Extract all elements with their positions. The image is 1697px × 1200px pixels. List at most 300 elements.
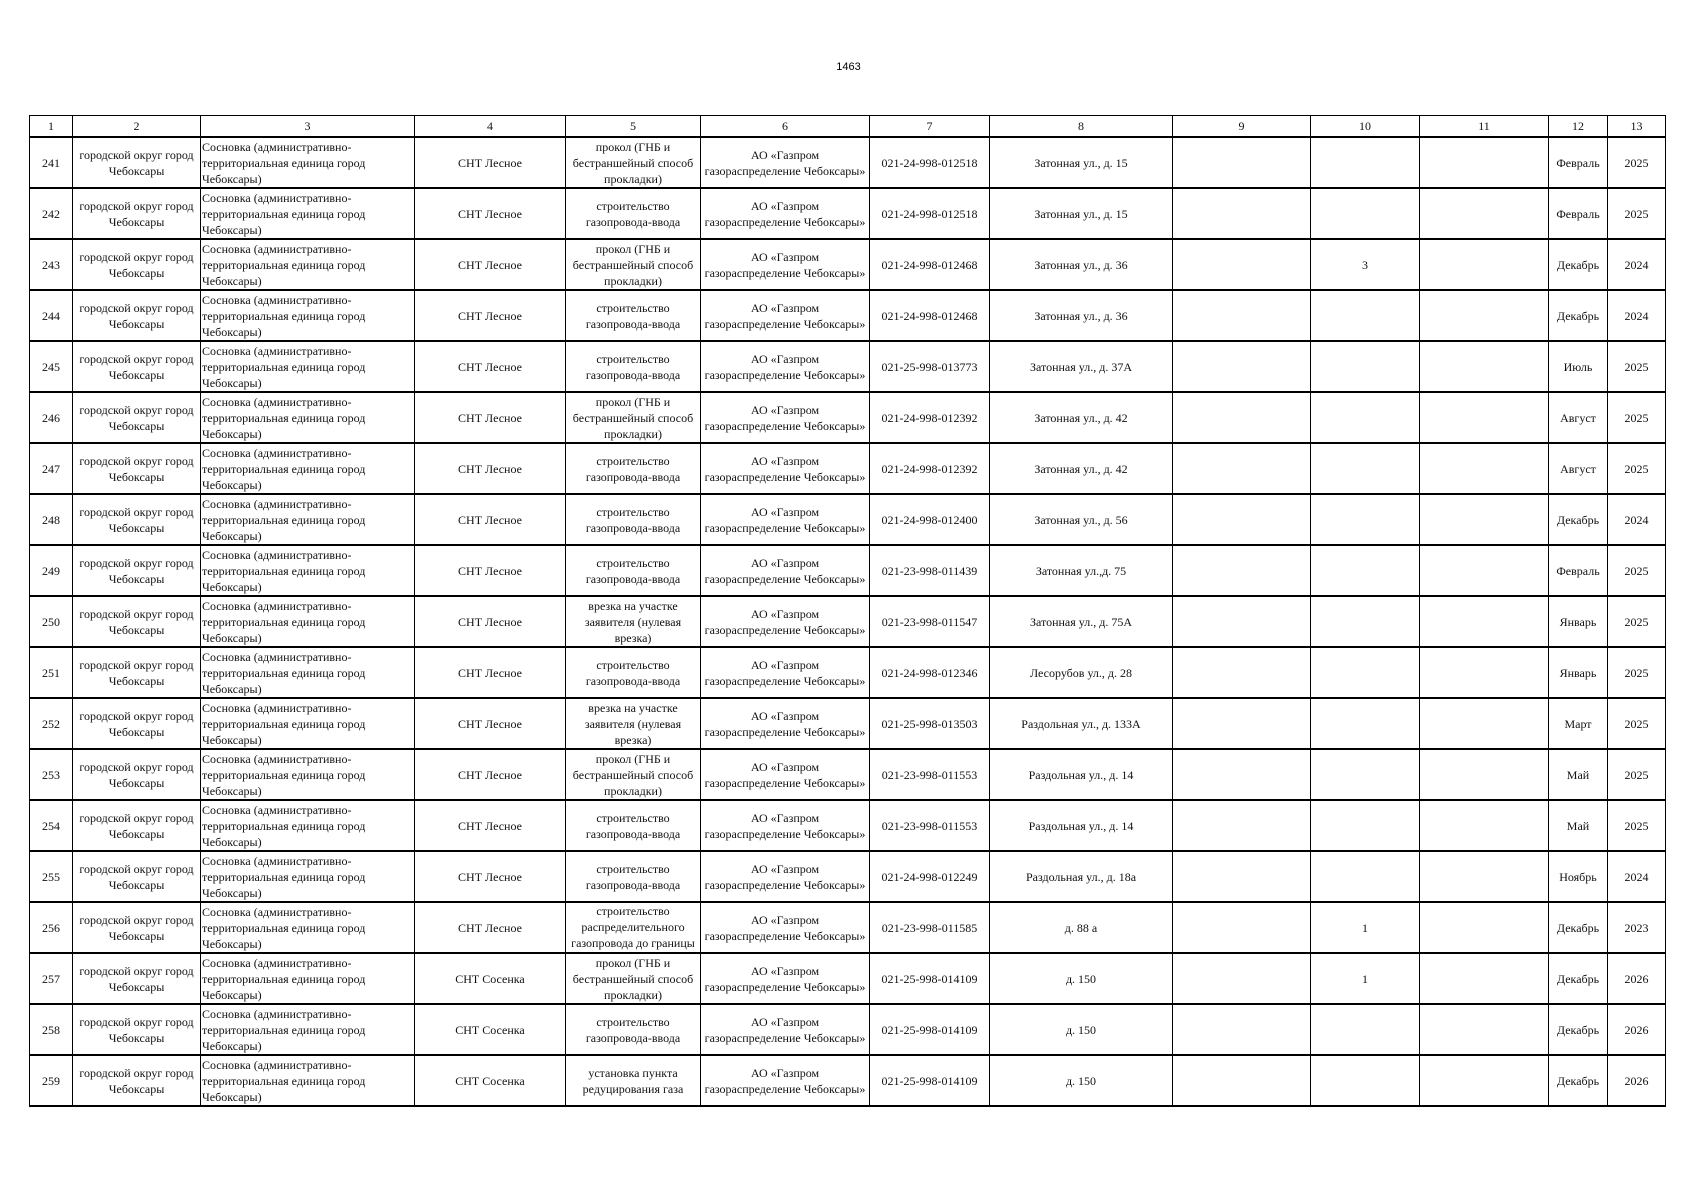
cell-settlement: [201, 749, 415, 800]
cell-text: д. 150: [1065, 971, 1097, 986]
cell-municipality: [73, 290, 201, 341]
cell-text: СНТ Лесное: [458, 716, 522, 731]
cell-text: 245: [42, 359, 60, 374]
cell-text: 021-25-998-014109: [881, 971, 978, 986]
cell-year: [1608, 596, 1666, 647]
cell-application-number: [870, 698, 990, 749]
cell-text: прокол (ГНБ и бестраншейный способ прокладки): [572, 394, 694, 441]
cell-municipality: [73, 188, 201, 239]
gasification-registry-table: [29, 115, 1666, 1107]
cell-text: городской округ город Чебоксары: [79, 249, 194, 280]
table-row: [30, 851, 1666, 902]
cell-col-11: [1420, 392, 1549, 443]
cell-row-number: [30, 851, 73, 902]
cell-text: 2025: [1624, 155, 1649, 170]
cell-text: 021-23-998-011547: [881, 614, 978, 629]
cell-text: СНТ Лесное: [458, 920, 522, 935]
cell-text: Затонная ул.,д. 75: [1035, 563, 1127, 578]
cell-col-9: [1173, 188, 1311, 239]
cell-col-10: [1311, 698, 1420, 749]
cell-month: [1549, 1004, 1608, 1055]
cell-text: Сосновка (административно-территориальная единица город Чебоксары): [202, 1057, 366, 1104]
cell-work-type: [566, 1004, 701, 1055]
table-row: [30, 749, 1666, 800]
cell-text: Сосновка (административно-территориальная единица город Чебоксары): [202, 904, 366, 951]
cell-text: Затонная ул., д. 15: [1034, 206, 1128, 221]
cell-col-9: [1173, 443, 1311, 494]
cell-row-number: [30, 341, 73, 392]
cell-col-9: [1173, 1055, 1311, 1106]
cell-row-number: [30, 647, 73, 698]
cell-text: 2025: [1624, 563, 1649, 578]
cell-text: строительство газопровода-ввода: [585, 351, 681, 382]
cell-application-number: [870, 443, 990, 494]
cell-text: строительство газопровода-ввода: [585, 504, 681, 535]
cell-text: Сосновка (административно-территориальная единица город Чебоксары): [202, 853, 366, 900]
cell-address: [990, 953, 1173, 1004]
table-row: [30, 596, 1666, 647]
page-number: 1463: [836, 61, 861, 73]
header-row: [30, 116, 1666, 138]
cell-col-11: [1420, 1004, 1549, 1055]
cell-text: строительство газопровода-ввода: [585, 453, 681, 484]
cell-text: Сосновка (административно-территориальная единица город Чебоксары): [202, 547, 366, 594]
cell-text: 252: [42, 716, 60, 731]
cell-text: 244: [42, 308, 60, 323]
cell-snt-name: [415, 749, 566, 800]
cell-application-number: [870, 800, 990, 851]
cell-text: строительство газопровода-ввода: [585, 555, 681, 586]
cell-text: Затонная ул., д. 56: [1034, 512, 1128, 527]
cell-municipality: [73, 545, 201, 596]
cell-text: СНТ Лесное: [458, 155, 522, 170]
cell-text: 259: [42, 1073, 60, 1088]
cell-municipality: [73, 596, 201, 647]
cell-col-10: [1311, 239, 1420, 290]
cell-row-number: [30, 188, 73, 239]
cell-text: строительство газопровода-ввода: [585, 657, 681, 688]
cell-organization: [701, 545, 870, 596]
cell-col-9: [1173, 392, 1311, 443]
cell-text: 258: [42, 1022, 60, 1037]
cell-col-11: [1420, 188, 1549, 239]
cell-text: Сосновка (административно-территориальная единица город Чебоксары): [202, 241, 366, 288]
cell-year: [1608, 1055, 1666, 1106]
cell-col-10: [1311, 494, 1420, 545]
table-row: [30, 545, 1666, 596]
cell-month: [1549, 188, 1608, 239]
cell-settlement: [201, 494, 415, 545]
cell-col-9: [1173, 749, 1311, 800]
cell-settlement: [201, 851, 415, 902]
cell-address: [990, 851, 1173, 902]
cell-settlement: [201, 290, 415, 341]
cell-row-number: [30, 953, 73, 1004]
cell-municipality: [73, 851, 201, 902]
cell-application-number: [870, 647, 990, 698]
cell-text: 2026: [1624, 1073, 1649, 1088]
cell-text: АО «Газпром газораспределение Чебоксары»: [704, 657, 866, 688]
cell-col-10: [1311, 443, 1420, 494]
cell-col-11: [1420, 443, 1549, 494]
cell-row-number: [30, 800, 73, 851]
cell-text: 2025: [1624, 716, 1649, 731]
cell-col-11: [1420, 800, 1549, 851]
cell-col-9: [1173, 1004, 1311, 1055]
cell-col-9: [1173, 494, 1311, 545]
cell-snt-name: [415, 596, 566, 647]
cell-text: городской округ город Чебоксары: [79, 300, 194, 331]
table-row: [30, 800, 1666, 851]
cell-text: Май: [1566, 818, 1590, 833]
cell-organization: [701, 341, 870, 392]
cell-month: [1549, 443, 1608, 494]
cell-row-number: [30, 392, 73, 443]
cell-application-number: [870, 1004, 990, 1055]
cell-text: Декабрь: [1556, 1022, 1600, 1037]
cell-snt-name: [415, 902, 566, 953]
cell-text: городской округ город Чебоксары: [79, 198, 194, 229]
cell-text: врезка на участке заявителя (нулевая врезка): [584, 700, 682, 747]
cell-text: АО «Газпром газораспределение Чебоксары»: [704, 1065, 866, 1096]
cell-settlement: [201, 902, 415, 953]
table-row: [30, 341, 1666, 392]
cell-month: [1549, 290, 1608, 341]
cell-text: строительство газопровода-ввода: [585, 300, 681, 331]
cell-text: СНТ Лесное: [458, 818, 522, 833]
cell-text: 021-24-998-012518: [881, 155, 978, 170]
cell-text: СНТ Сосенка: [455, 971, 525, 986]
cell-text: городской округ город Чебоксары: [79, 912, 194, 943]
cell-text: городской округ город Чебоксары: [79, 147, 194, 178]
cell-text: городской округ город Чебоксары: [79, 708, 194, 739]
cell-col-10: [1311, 188, 1420, 239]
cell-month: [1549, 137, 1608, 188]
cell-col-11: [1420, 698, 1549, 749]
cell-text: СНТ Лесное: [458, 767, 522, 782]
column-header: 9: [1173, 116, 1311, 138]
cell-text: СНТ Сосенка: [455, 1073, 525, 1088]
cell-col-9: [1173, 239, 1311, 290]
cell-settlement: [201, 545, 415, 596]
cell-text: СНТ Лесное: [458, 512, 522, 527]
cell-month: [1549, 596, 1608, 647]
cell-municipality: [73, 953, 201, 1004]
cell-year: [1608, 290, 1666, 341]
cell-text: 021-23-998-011585: [881, 920, 978, 935]
cell-year: [1608, 392, 1666, 443]
cell-text: городской округ город Чебоксары: [79, 657, 194, 688]
cell-month: [1549, 341, 1608, 392]
cell-text: городской округ город Чебоксары: [79, 351, 194, 382]
cell-month: [1549, 953, 1608, 1004]
cell-year: [1608, 698, 1666, 749]
cell-application-number: [870, 902, 990, 953]
cell-text: Январь: [1559, 614, 1597, 629]
cell-municipality: [73, 698, 201, 749]
cell-col-9: [1173, 953, 1311, 1004]
cell-text: Сосновка (административно-территориальная единица город Чебоксары): [202, 343, 366, 390]
cell-snt-name: [415, 341, 566, 392]
cell-text: городской округ город Чебоксары: [79, 810, 194, 841]
cell-col-9: [1173, 902, 1311, 953]
cell-month: [1549, 902, 1608, 953]
cell-work-type: [566, 494, 701, 545]
cell-text: прокол (ГНБ и бестраншейный способ прокладки): [572, 139, 694, 186]
cell-col-9: [1173, 290, 1311, 341]
table-row: [30, 698, 1666, 749]
cell-col-11: [1420, 596, 1549, 647]
cell-text: 021-25-998-013773: [881, 359, 978, 374]
cell-text: 021-24-998-012392: [881, 410, 978, 425]
cell-row-number: [30, 290, 73, 341]
cell-settlement: [201, 953, 415, 1004]
table-row: [30, 1055, 1666, 1106]
cell-col-11: [1420, 749, 1549, 800]
cell-text: АО «Газпром газораспределение Чебоксары»: [704, 402, 866, 433]
table-row: [30, 647, 1666, 698]
cell-text: городской округ город Чебоксары: [79, 453, 194, 484]
cell-month: [1549, 800, 1608, 851]
cell-text: Раздольная ул., д. 14: [1028, 818, 1134, 833]
cell-municipality: [73, 392, 201, 443]
cell-text: Сосновка (административно-территориальная единица город Чебоксары): [202, 292, 366, 339]
column-header: 1: [30, 116, 73, 138]
cell-text: 2025: [1624, 767, 1649, 782]
cell-text: СНТ Лесное: [458, 410, 522, 425]
cell-organization: [701, 902, 870, 953]
cell-text: Раздольная ул., д. 133А: [1021, 716, 1141, 731]
cell-address: [990, 188, 1173, 239]
cell-address: [990, 800, 1173, 851]
cell-text: городской округ город Чебоксары: [79, 963, 194, 994]
cell-text: Декабрь: [1556, 512, 1600, 527]
cell-address: [990, 341, 1173, 392]
table-row: [30, 239, 1666, 290]
cell-text: установка пункта редуцирования газа: [582, 1065, 684, 1096]
cell-application-number: [870, 953, 990, 1004]
cell-text: Декабрь: [1556, 1073, 1600, 1088]
cell-month: [1549, 851, 1608, 902]
cell-text: Сосновка (административно-территориальная единица город Чебоксары): [202, 394, 366, 441]
cell-col-11: [1420, 239, 1549, 290]
cell-row-number: [30, 698, 73, 749]
cell-col-10: [1311, 902, 1420, 953]
cell-snt-name: [415, 1055, 566, 1106]
cell-work-type: [566, 647, 701, 698]
cell-text: 242: [42, 206, 60, 221]
cell-text: СНТ Лесное: [458, 614, 522, 629]
cell-organization: [701, 443, 870, 494]
table-row: [30, 290, 1666, 341]
cell-work-type: [566, 545, 701, 596]
cell-text: 249: [42, 563, 60, 578]
cell-text: Август: [1560, 461, 1596, 476]
cell-col-10: [1311, 341, 1420, 392]
table-row: [30, 1004, 1666, 1055]
cell-text: Сосновка (административно-территориальная единица город Чебоксары): [202, 751, 366, 798]
cell-application-number: [870, 545, 990, 596]
cell-snt-name: [415, 494, 566, 545]
cell-col-9: [1173, 800, 1311, 851]
cell-month: [1549, 698, 1608, 749]
cell-year: [1608, 239, 1666, 290]
cell-text: 021-24-998-012249: [881, 869, 978, 884]
cell-organization: [701, 647, 870, 698]
column-header: 2: [73, 116, 201, 138]
cell-year: [1608, 800, 1666, 851]
cell-address: [990, 596, 1173, 647]
cell-organization: [701, 800, 870, 851]
cell-settlement: [201, 239, 415, 290]
cell-month: [1549, 239, 1608, 290]
cell-year: [1608, 188, 1666, 239]
cell-month: [1549, 1055, 1608, 1106]
cell-application-number: [870, 1055, 990, 1106]
cell-year: [1608, 647, 1666, 698]
cell-text: Сосновка (административно-территориальная единица город Чебоксары): [202, 955, 366, 1002]
cell-text: Август: [1560, 410, 1596, 425]
cell-application-number: [870, 137, 990, 188]
cell-text: АО «Газпром газораспределение Чебоксары»: [704, 1014, 866, 1045]
cell-text: АО «Газпром газораспределение Чебоксары»: [704, 759, 866, 790]
column-header: 5: [566, 116, 701, 138]
cell-text: 2025: [1624, 410, 1649, 425]
cell-text: прокол (ГНБ и бестраншейный способ прокладки): [572, 751, 694, 798]
cell-text: Февраль: [1556, 155, 1600, 170]
cell-text: врезка на участке заявителя (нулевая врезка): [584, 598, 682, 645]
cell-text: 2024: [1624, 257, 1649, 272]
cell-text: 2024: [1624, 308, 1649, 323]
cell-month: [1549, 545, 1608, 596]
cell-col-11: [1420, 902, 1549, 953]
cell-text: 021-24-998-012400: [881, 512, 978, 527]
cell-text: СНТ Лесное: [458, 257, 522, 272]
cell-text: 021-24-998-012468: [881, 308, 978, 323]
cell-month: [1549, 749, 1608, 800]
cell-year: [1608, 902, 1666, 953]
cell-snt-name: [415, 392, 566, 443]
cell-work-type: [566, 239, 701, 290]
cell-address: [990, 749, 1173, 800]
cell-col-11: [1420, 647, 1549, 698]
cell-text: д. 150: [1065, 1073, 1097, 1088]
cell-settlement: [201, 596, 415, 647]
cell-organization: [701, 137, 870, 188]
cell-month: [1549, 494, 1608, 545]
cell-text: Раздольная ул., д. 18а: [1025, 869, 1137, 884]
cell-text: Раздольная ул., д. 14: [1028, 767, 1134, 782]
cell-col-10: [1311, 392, 1420, 443]
cell-col-9: [1173, 341, 1311, 392]
cell-organization: [701, 1055, 870, 1106]
cell-text: прокол (ГНБ и бестраншейный способ прокладки): [572, 241, 694, 288]
cell-snt-name: [415, 953, 566, 1004]
cell-organization: [701, 392, 870, 443]
cell-text: Затонная ул., д. 36: [1034, 308, 1128, 323]
cell-text: 021-25-998-014109: [881, 1022, 978, 1037]
cell-text: АО «Газпром газораспределение Чебоксары»: [704, 861, 866, 892]
cell-address: [990, 290, 1173, 341]
cell-work-type: [566, 443, 701, 494]
cell-text: 2024: [1624, 869, 1649, 884]
cell-organization: [701, 596, 870, 647]
cell-text: АО «Газпром газораспределение Чебоксары»: [704, 810, 866, 841]
cell-text: СНТ Лесное: [458, 308, 522, 323]
cell-col-11: [1420, 545, 1549, 596]
cell-municipality: [73, 443, 201, 494]
column-header: 11: [1420, 116, 1549, 138]
cell-row-number: [30, 545, 73, 596]
cell-col-9: [1173, 647, 1311, 698]
cell-snt-name: [415, 1004, 566, 1055]
cell-text: 021-25-998-013503: [881, 716, 978, 731]
cell-address: [990, 1055, 1173, 1106]
cell-text: Сосновка (административно-территориальная единица город Чебоксары): [202, 1006, 366, 1053]
cell-col-10: [1311, 1004, 1420, 1055]
cell-col-10: [1311, 1055, 1420, 1106]
cell-text: строительство газопровода-ввода: [585, 861, 681, 892]
cell-year: [1608, 953, 1666, 1004]
cell-application-number: [870, 851, 990, 902]
cell-text: 257: [42, 971, 60, 986]
cell-col-10: [1311, 749, 1420, 800]
cell-text: СНТ Лесное: [458, 359, 522, 374]
cell-work-type: [566, 1055, 701, 1106]
cell-text: 2025: [1624, 665, 1649, 680]
cell-text: СНТ Сосенка: [455, 1022, 525, 1037]
cell-text: Затонная ул., д. 42: [1034, 410, 1128, 425]
cell-work-type: [566, 188, 701, 239]
cell-text: АО «Газпром газораспределение Чебоксары»: [704, 606, 866, 637]
cell-settlement: [201, 647, 415, 698]
cell-text: СНТ Лесное: [458, 206, 522, 221]
cell-row-number: [30, 239, 73, 290]
cell-text: 2024: [1624, 512, 1649, 527]
cell-text: Сосновка (административно-территориальная единица город Чебоксары): [202, 598, 366, 645]
cell-settlement: [201, 800, 415, 851]
cell-text: Сосновка (административно-территориальная единица город Чебоксары): [202, 802, 366, 849]
cell-address: [990, 239, 1173, 290]
cell-text: Сосновка (административно-территориальная единица город Чебоксары): [202, 190, 366, 237]
cell-settlement: [201, 392, 415, 443]
cell-text: городской округ город Чебоксары: [79, 606, 194, 637]
cell-text: 021-24-998-012468: [881, 257, 978, 272]
cell-organization: [701, 749, 870, 800]
cell-address: [990, 443, 1173, 494]
cell-settlement: [201, 137, 415, 188]
table-row: [30, 902, 1666, 953]
cell-col-11: [1420, 851, 1549, 902]
cell-text: городской округ город Чебоксары: [79, 1014, 194, 1045]
cell-text: строительство газопровода-ввода: [585, 810, 681, 841]
cell-work-type: [566, 902, 701, 953]
cell-organization: [701, 239, 870, 290]
cell-text: 243: [42, 257, 60, 272]
cell-organization: [701, 851, 870, 902]
cell-application-number: [870, 749, 990, 800]
cell-municipality: [73, 341, 201, 392]
cell-text: Май: [1566, 767, 1590, 782]
cell-work-type: [566, 749, 701, 800]
cell-text: 2023: [1624, 920, 1649, 935]
cell-settlement: [201, 1004, 415, 1055]
cell-row-number: [30, 1055, 73, 1106]
cell-text: Сосновка (административно-территориальная единица город Чебоксары): [202, 496, 366, 543]
cell-month: [1549, 392, 1608, 443]
cell-text: Сосновка (административно-территориальная единица город Чебоксары): [202, 700, 366, 747]
cell-snt-name: [415, 137, 566, 188]
